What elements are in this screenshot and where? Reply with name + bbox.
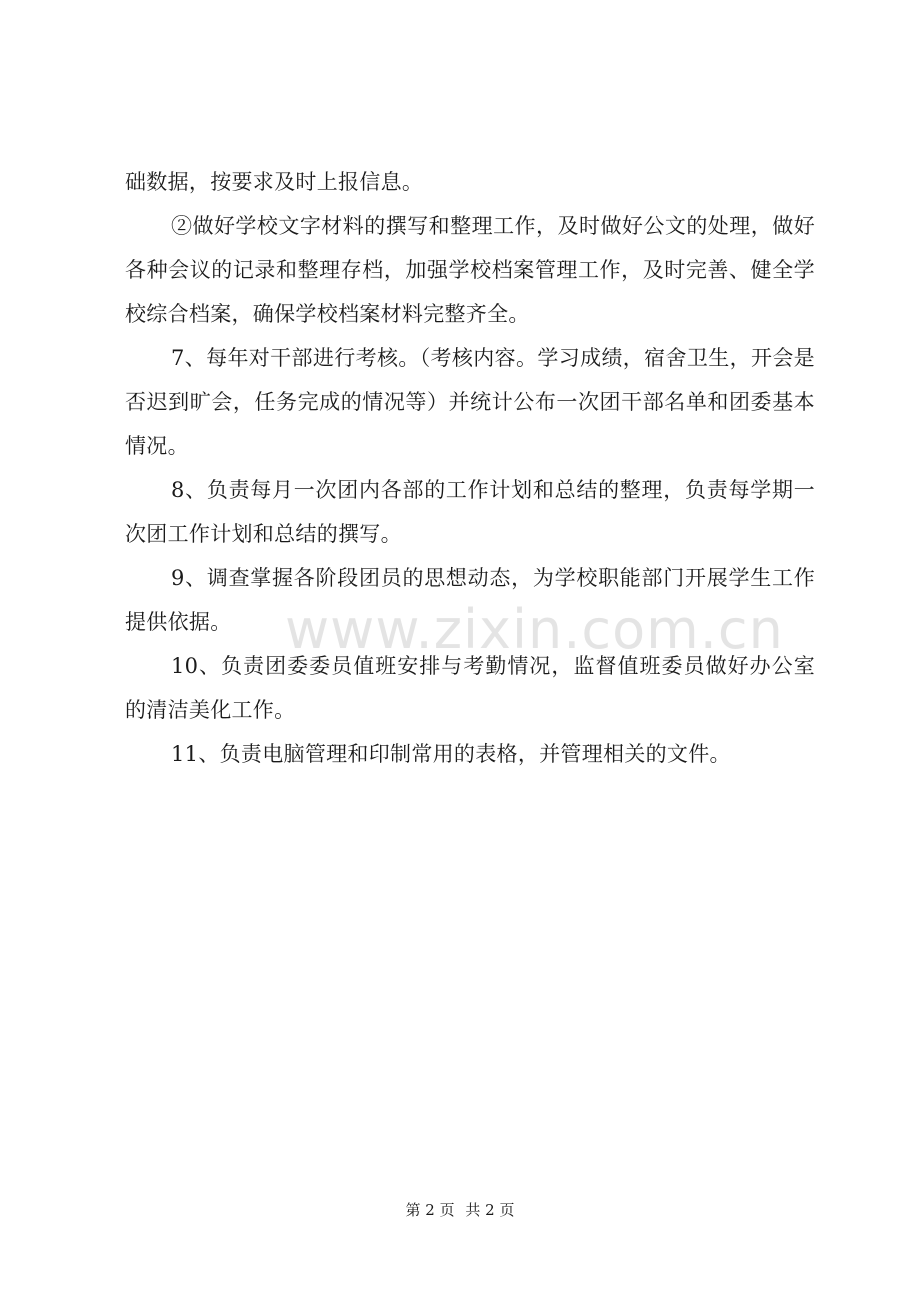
paragraph-item-10: 10、负责团委委员值班安排与考勤情况，监督值班委员做好办公室的清洁美化工作。 (125, 654, 815, 722)
paragraph-item-8: 8、负责每月一次团内各部的工作计划和总结的整理，负责每学期一次团工作计划和总结的撰写。 (125, 478, 815, 546)
document-body (125, 160, 815, 776)
watermark-text: www.zixin.com.cn (285, 598, 784, 661)
paragraph-continuation: 础数据，按要求及时上报信息。 (125, 170, 424, 194)
page-number-total: 共 2 页 (465, 1201, 515, 1219)
page-footer (0, 1199, 920, 1220)
paragraph-item-11: 11、负责电脑管理和印制常用的表格，并管理相关的文件。 (171, 742, 731, 766)
paragraph-item-9: 9、调查掌握各阶段团员的思想动态，为学校职能部门开展学生工作提供依据。 (125, 566, 815, 634)
page-number-current: 第 2 页 (405, 1201, 455, 1219)
paragraph-item-2: ②做好学校文字材料的撰写和整理工作，及时做好公文的处理，做好各种会议的记录和整理存档，加强学校档案管理工作，及时完善、健全学校综合档案，确保学校档案材料完整齐全。 (125, 214, 815, 326)
paragraph-item-7: 7、每年对干部进行考核。（考核内容。学习成绩，宿舍卫生，开会是否迟到旷会，任务完成的情况等）并统计公布一次团干部名单和团委基本情况。 (125, 346, 815, 458)
